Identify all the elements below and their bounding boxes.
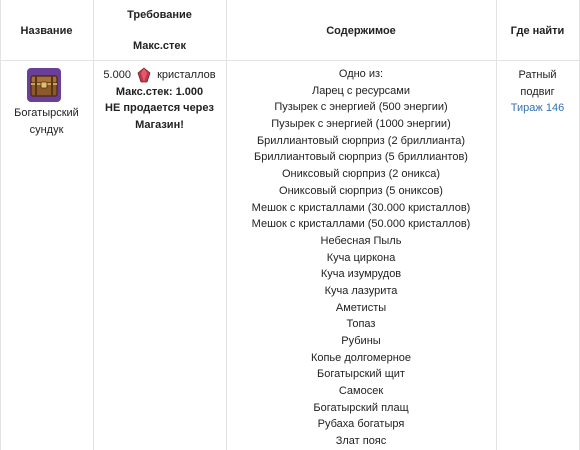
list-item: Богатырский щит (317, 368, 405, 381)
where-cell (496, 67, 579, 117)
list-item: Небесная Пыль (320, 234, 402, 247)
header-max-stack: Макс.стек (132, 40, 187, 52)
list-item: Куча циркона (326, 251, 396, 264)
header-name: Название (20, 25, 73, 37)
list-item: Рубины (341, 335, 381, 347)
list-item: Пузырек с энергией (500 энергии) (274, 101, 448, 114)
list-item: Пузырек с энергией (1000 энергии) (271, 118, 451, 131)
list-item: Бриллиантовый сюрприз (2 бриллианта) (256, 134, 466, 147)
list-item: Злат пояс (335, 435, 387, 448)
list-item: Мешок с кристаллами (50.000 кристаллов) (251, 218, 471, 231)
header-contents: Содержимое (326, 25, 396, 37)
requirement-cell (93, 67, 226, 134)
list-item: Куча лазурита (324, 284, 398, 297)
list-item: Богатырский плащ (313, 401, 409, 414)
max-stack: Макс.стек: 1.000 (115, 85, 204, 98)
list-item: Бриллиантовый сюрприз (5 бриллиантов) (254, 151, 468, 164)
price-unit: кристаллов (157, 69, 216, 81)
item-name (0, 105, 93, 138)
list-item: Самосек (338, 385, 384, 398)
tirazh-link[interactable]: Тираж 146 (510, 102, 565, 115)
list-item: Копье долгомерное (310, 351, 412, 364)
contents-title: Одно из: (338, 68, 384, 80)
chest-icon (27, 68, 61, 102)
contents-list (226, 66, 496, 450)
list-item: Рубаха богатыря (317, 418, 405, 431)
list-item: Мешок с кристаллами (30.000 кристаллов) (251, 201, 471, 214)
list-item: Ониксовый сюрприз (5 ониксов) (279, 184, 443, 197)
not-sold-line1: НЕ продается через (105, 102, 214, 115)
price-line (93, 67, 226, 84)
item-name-line1: Богатырский (14, 107, 79, 119)
list-item: Аметисты (335, 301, 387, 314)
row-border (0, 60, 580, 61)
header-where: Где найти (510, 25, 565, 37)
list-item: Ониксовый сюрприз (2 оникса) (282, 168, 440, 181)
column-border (0, 0, 1, 450)
price-value: 5.000 (103, 69, 131, 81)
header-requirement: Требование (127, 9, 192, 21)
not-sold-line2: Магазин! (135, 119, 184, 132)
crystal-icon (136, 67, 152, 83)
list-item: Куча изумрудов (320, 268, 402, 281)
where-line1: Ратный (518, 69, 557, 81)
list-item: Ларец с ресурсами (311, 84, 411, 97)
list-item: Топаз (346, 318, 376, 331)
where-line2: подвиг (520, 85, 555, 98)
item-name-line2: сундук (29, 123, 64, 136)
